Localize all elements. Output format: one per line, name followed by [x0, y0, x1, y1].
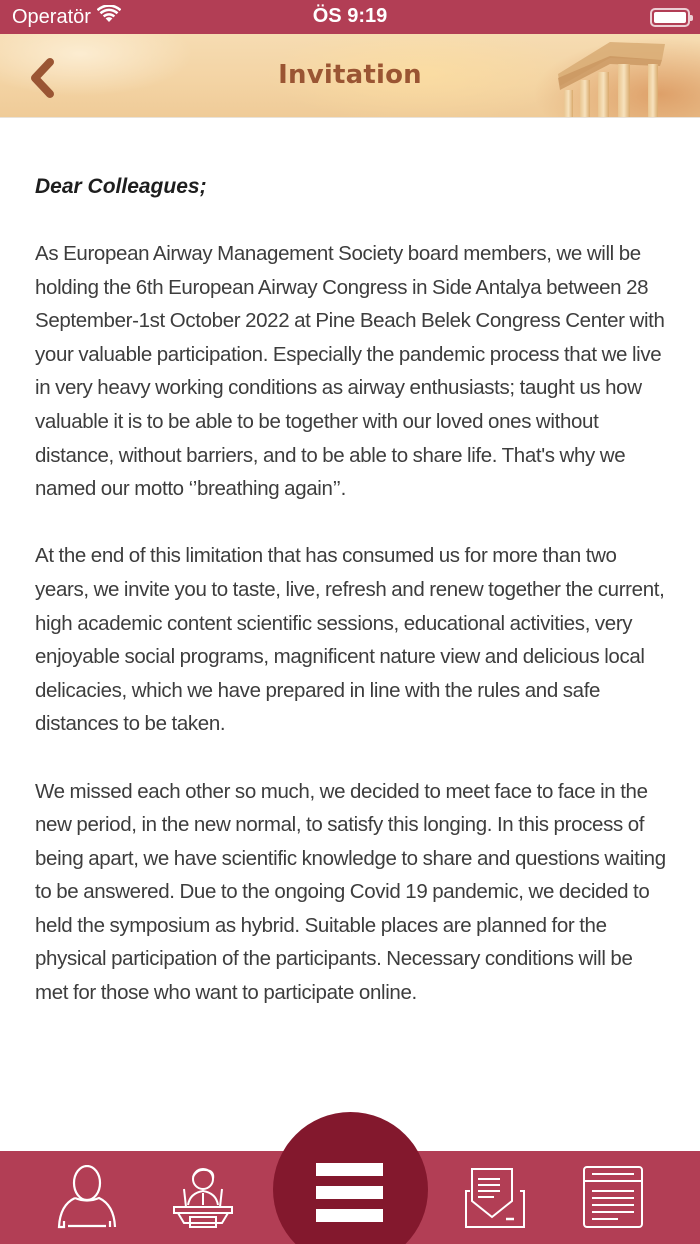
- carrier-label: Operatör: [12, 5, 91, 28]
- paragraph: At the end of this limitation that has consumed us for more than two years, we invite you to taste, live, refresh and renew together the current, high academic content scientific sessions, educational activities, very enjoyable social programs, magnificent nature view and delicious local delicacies, which we have prepared in line with the rules and safe distances to be taken.: [35, 544, 665, 736]
- tab-messages[interactable]: [460, 1165, 530, 1229]
- nav-header: [0, 34, 700, 118]
- paragraph: As European Airway Management Society board members, we will be holding the 6th European Airway Congress in Side Antalya between 28 September-1st October 2022 at Pine Beach Belek Congress Center with your valuable participation. Especially the pandemic process that we live in very heavy working conditions as airway enthusiasts; taught us how valuable it is to be able to be together with our loved ones without distance, without barriers, and to be able to share life. That's why we named our motto ‘’breathing again’’.: [35, 242, 665, 501]
- speaker-podium-icon: [168, 1165, 238, 1229]
- menu-icon: [316, 1163, 383, 1232]
- tab-documents[interactable]: [578, 1165, 648, 1229]
- tab-profile[interactable]: [52, 1165, 122, 1229]
- document-list-icon: [578, 1165, 648, 1229]
- tab-speakers[interactable]: [168, 1165, 238, 1229]
- battery-icon: [650, 8, 690, 27]
- invitation-content: [35, 170, 670, 1043]
- status-bar: [0, 0, 700, 34]
- greeting: Dear Colleagues;: [35, 175, 207, 198]
- menu-button[interactable]: [273, 1112, 428, 1244]
- status-time: ÖS 9:19: [312, 5, 388, 27]
- envelope-letter-icon: [460, 1165, 530, 1229]
- paragraph: We missed each other so much, we decided to meet face to face in the new period, in the new normal, to satisfy this longing. In this process of being apart, we have scientific knowledge to share and questions waiting to be answered. Due to the ongoing Covid 19 pandemic, we decided to held the symposium as hybrid. Suitable places are planned for the physical participation of the participants. Necessary conditions will be met for those who want to participate online.: [35, 779, 666, 1005]
- page-title: Invitation: [278, 60, 422, 90]
- person-icon: [52, 1165, 122, 1229]
